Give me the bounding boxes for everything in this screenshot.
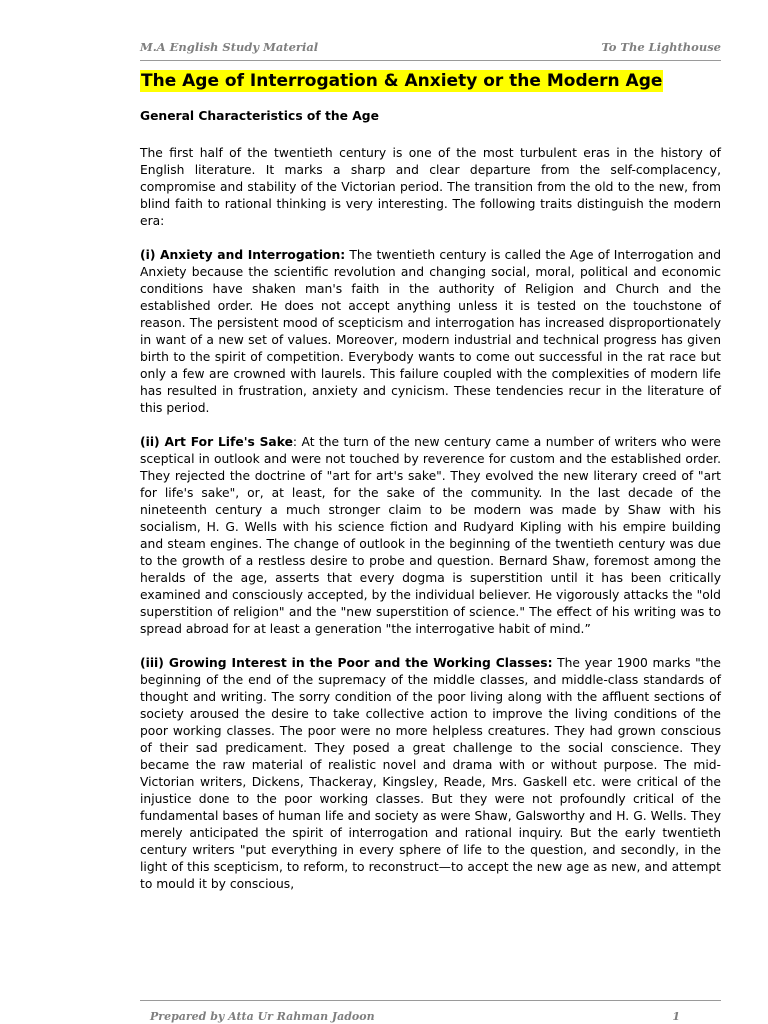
body-text xyxy=(140,145,721,910)
paragraph-text: The year 1900 marks "the beginning of the end of the supremacy of the middle classes, and middle-class standards of thought and writing. The sorry condition of the poor living along with the affluent sections of society aroused the desire to take collective action to improve the living conditions of the poor working classes. The poor were no more helpless creatures. They had grown conscious of their sad predicament. They posed a great challenge to the social conscience. They became the raw material of realistic novel and drama with or without purpose. The mid-Victorian writers, Dickens, Thackeray, Kingsley, Reade, Mrs. Gaskell etc. were critical of the injustice done to the poor working classes. But they were not profoundly critical of the fundamental bases of human life and society as were Shaw, Galsworthy and H. G. Wells. They merely anticipated the spirit of interrogation and rational inquiry. But the early twentieth century writers "put everything in every sphere of life to the question, and secondly, in the light of this scepticism, to reform, to reconstruct—to accept the new age as new, and attempt to mould it by conscious, xyxy=(140,656,721,891)
footer-divider xyxy=(140,1000,721,1001)
header-right: To The Lighthouse xyxy=(601,40,721,54)
paragraph-text: The twentieth century is called the Age of Interrogation and Anxiety because the scientific revolution and changing social, moral, political and economic conditions have shaken man's faith in the authority of Religion and Church and the established order. He does not accept anything unless it is tested on the touchstone of reason. The persistent mood of scepticism and interrogation has increased disproportionately in want of a new set of values. Moreover, modern industrial and technical progress has given birth to the spirit of competition. Everybody wants to come out successful in the rat race but only a few are crowned with laurels. This failure coupled with the complexities of modern life has resulted in frustration, anxiety and cynicism. These tendencies recur in the literature of this period. xyxy=(140,248,721,415)
paragraph-heading: (i) Anxiety and Interrogation: xyxy=(140,248,346,262)
section-heading: General Characteristics of the Age xyxy=(140,109,379,123)
paragraph-anxiety xyxy=(140,247,721,417)
header-divider xyxy=(140,60,721,61)
paragraph-art-for-life xyxy=(140,434,721,638)
footer-author: Prepared by Atta Ur Rahman Jadoon xyxy=(150,1010,375,1023)
paragraph-working-classes xyxy=(140,655,721,893)
paragraph-heading: (ii) Art For Life's Sake xyxy=(140,435,293,449)
page-title: The Age of Interrogation & Anxiety or the Modern Age xyxy=(141,71,663,91)
page-number: 1 xyxy=(672,1010,680,1023)
paragraph-heading: (iii) Growing Interest in the Poor and the Working Classes: xyxy=(140,656,553,670)
header-left: M.A English Study Material xyxy=(140,40,319,54)
paragraph-intro: The first half of the twentieth century is one of the most turbulent eras in the history of English literature. It marks a sharp and clear departure from the self-complacency, compromise and stability of the Victorian period. The transition from the old to the new, from blind faith to rational thinking is very interesting. The following traits distinguish the modern era: xyxy=(140,146,721,228)
paragraph-text: : At the turn of the new century came a number of writers who were sceptical in outlook and were not touched by reverence for custom and the established order. They rejected the doctrine of "art for art's sake". They evolved the new literary creed of "art for life's sake", or, at least, for the sake of the community. In the last decade of the nineteenth century a much stronger claim to be modern was made by Shaw with his socialism, H. G. Wells with his science fiction and Rudyard Kipling with his empire building and steam engines. The change of outlook in the beginning of the twentieth century was due to the growth of a restless desire to probe and question. Bernard Shaw, foremost among the heralds of the age, asserts that every dogma is superstition until it has been critically examined and consciously accepted, by the individual believer. He vigorously attacks the "old superstition of religion" and the "new superstition of science." The effect of his writing was to spread abroad for at least a generation "the interrogative habit of mind.” xyxy=(140,435,721,636)
